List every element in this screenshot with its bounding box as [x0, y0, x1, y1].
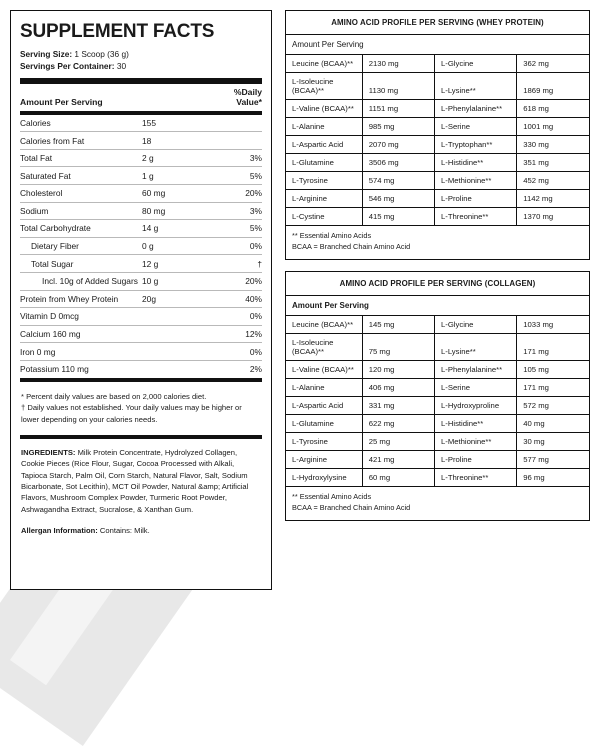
collagen-amino-acid-value-left: 145 mg	[362, 316, 434, 334]
supplement-facts-panel	[10, 10, 272, 590]
whey-amino-acid-value-right: 452 mg	[517, 172, 589, 190]
nutrient-name: Total Sugar	[20, 255, 142, 273]
whey-amino-acid-value-right: 618 mg	[517, 100, 589, 118]
nutrient-name: Sodium	[20, 202, 142, 220]
page-title: SUPPLEMENT FACTS	[20, 21, 215, 42]
whey-amino-acid-value-left: 546 mg	[362, 190, 434, 208]
nutrient-amount	[142, 308, 220, 326]
nutrition-header-table	[20, 84, 262, 111]
whey-amino-acid-name-left: L-Tyrosine	[286, 172, 362, 190]
nutrient-name: Calcium 160 mg	[20, 325, 142, 343]
table-row	[20, 149, 262, 167]
collagen-amino-acid-panel	[285, 271, 590, 521]
whey-amino-acid-name-right: L-Tryptophan**	[434, 136, 516, 154]
whey-amino-acid-value-left: 1151 mg	[362, 100, 434, 118]
collagen-amino-acid-value-right: 105 mg	[517, 360, 589, 378]
nutrient-amount: 1 g	[142, 167, 220, 185]
nutrient-amount	[142, 343, 220, 361]
whey-amino-acid-name-right: L-Threonine**	[434, 208, 516, 226]
table-row	[286, 432, 589, 450]
whey-amount-per-serving-header: Amount Per Serving	[286, 35, 589, 55]
whey-amino-acid-value-right: 351 mg	[517, 154, 589, 172]
table-row	[286, 450, 589, 468]
whey-amino-acid-value-left: 2130 mg	[362, 55, 434, 73]
nutrient-amount: 14 g	[142, 220, 220, 238]
nutrient-amount: 2 g	[142, 149, 220, 167]
collagen-amino-acid-name-left: L-Alanine	[286, 378, 362, 396]
table-row	[20, 272, 262, 290]
panel-spacer	[20, 545, 262, 589]
nutrient-amount: 10 g	[142, 272, 220, 290]
collagen-amino-acid-value-right: 30 mg	[517, 432, 589, 450]
table-row	[286, 118, 589, 136]
servings-per-container-value: 30	[116, 61, 127, 72]
whey-amino-acid-value-right: 362 mg	[517, 55, 589, 73]
column-header-amount: Amount Per Serving	[20, 97, 103, 108]
nutrient-daily-value: 40%	[220, 290, 262, 308]
collagen-amino-acid-value-left: 622 mg	[362, 414, 434, 432]
nutrient-daily-value: 12%	[220, 325, 262, 343]
nutrient-daily-value: 5%	[220, 220, 262, 238]
collagen-amino-acid-name-left: L-Isoleucine (BCAA)**	[286, 333, 362, 360]
table-row	[286, 172, 589, 190]
nutrient-daily-value: 20%	[220, 272, 262, 290]
whey-amino-acid-name-left: L-Arginine	[286, 190, 362, 208]
allergen-text: Contains: Milk.	[99, 526, 150, 536]
serving-size-label: Serving Size:	[20, 49, 73, 59]
whey-footnote-line-1: ** Essential Amino Acids	[292, 231, 372, 240]
nutrient-amount: 12 g	[142, 255, 220, 273]
serving-size-value: 1 Scoop (36 g)	[74, 49, 129, 59]
collagen-amino-acid-value-right: 572 mg	[517, 396, 589, 414]
nutrient-name: Saturated Fat	[20, 167, 142, 185]
collagen-amino-acid-name-left: L-Tyrosine	[286, 432, 362, 450]
table-row	[286, 414, 589, 432]
nutrient-name: Protein from Whey Protein	[20, 290, 142, 308]
whey-amino-acid-name-right: L-Proline	[434, 190, 516, 208]
nutrient-name: Total Fat	[20, 149, 142, 167]
nutrient-daily-value: 2%	[249, 364, 262, 375]
collagen-footnote-line-2: BCAA = Branched Chain Amino Acid	[292, 502, 411, 512]
nutrient-amount: 60 mg	[142, 185, 220, 203]
whey-amino-acid-name-right: L-Phenylalanine**	[434, 100, 516, 118]
collagen-amino-acid-name-right: L-Hydroxyproline	[434, 396, 516, 414]
nutrient-daily-value: 20%	[220, 185, 262, 203]
nutrient-name: Dietary Fiber	[20, 237, 142, 255]
amino-acid-column	[285, 10, 590, 590]
allergen-line	[21, 525, 261, 536]
nutrition-header-row	[20, 84, 262, 111]
servings-per-container-label: Servings Per Container:	[20, 61, 115, 72]
whey-amino-acid-name-right: L-Histidine**	[434, 154, 516, 172]
whey-amino-acid-value-right: 1142 mg	[517, 190, 589, 208]
whey-amino-acid-name-right: L-Lysine**	[434, 73, 516, 100]
table-row	[20, 308, 262, 326]
whey-amino-acid-value-right: 330 mg	[517, 136, 589, 154]
whey-amino-acid-value-right: 1001 mg	[517, 118, 589, 136]
nutrient-daily-value	[220, 132, 262, 150]
collagen-amino-acid-value-left: 60 mg	[362, 468, 434, 486]
ingredients-text-line	[21, 447, 261, 515]
table-row	[286, 316, 589, 334]
collagen-amino-acid-name-right: L-Proline	[434, 450, 516, 468]
nutrient-daily-value: 5%	[220, 167, 262, 185]
whey-amino-acid-value-left: 985 mg	[362, 118, 434, 136]
collagen-amino-acid-value-left: 25 mg	[362, 432, 434, 450]
collagen-amino-acid-name-left: L-Hydroxylysine	[286, 468, 362, 486]
nutrient-amount: 18	[142, 132, 220, 150]
whey-amino-acid-value-left: 3506 mg	[362, 154, 434, 172]
table-row	[286, 333, 589, 360]
whey-amino-acid-name-right: L-Serine	[434, 118, 516, 136]
whey-amino-acid-name-left: L-Valine (BCAA)**	[286, 100, 362, 118]
whey-amino-acid-value-left: 574 mg	[362, 172, 434, 190]
table-row	[286, 208, 589, 226]
collagen-amount-per-serving-header: Amount Per Serving	[286, 296, 589, 316]
whey-amino-acid-value-right: 1370 mg	[523, 212, 554, 221]
serving-size-line	[20, 48, 262, 60]
table-row	[20, 185, 262, 203]
nutrient-name: Incl. 10g of Added Sugars	[20, 272, 142, 290]
nutrient-daily-value: 0%	[220, 237, 262, 255]
footnote-line-2: † Daily values not established. Your daily values may be higher or lower depending on your calories needs.	[21, 403, 242, 425]
allergen-label: Allergan Information:	[21, 526, 98, 536]
collagen-amino-acid-value-left: 406 mg	[362, 378, 434, 396]
nutrient-amount	[142, 325, 220, 343]
collagen-table-title: AMINO ACID PROFILE PER SERVING (COLLAGEN)	[286, 272, 589, 296]
whey-amino-acid-name-left: L-Aspartic Acid	[286, 136, 362, 154]
table-row	[286, 136, 589, 154]
servings-per-container-line	[20, 60, 262, 72]
collagen-amino-acid-name-left: L-Arginine	[286, 450, 362, 468]
collagen-amino-acid-name-left: Leucine (BCAA)**	[286, 316, 362, 334]
footnote-line-1: * Percent daily values are based on 2,000 calories diet.	[21, 391, 207, 401]
ingredients-label: INGREDIENTS:	[21, 447, 76, 457]
nutrient-daily-value: 3%	[220, 149, 262, 167]
collagen-amino-acid-name-right: L-Methionine**	[434, 432, 516, 450]
collagen-amino-acid-name-right: L-Serine	[434, 378, 516, 396]
whey-amino-acid-name-left: Leucine (BCAA)**	[286, 55, 362, 73]
nutrient-daily-value: 0%	[220, 343, 262, 361]
whey-amino-acid-panel	[285, 10, 590, 260]
table-row	[286, 468, 589, 486]
nutrient-name: Iron 0 mg	[20, 343, 142, 361]
collagen-amino-acid-value-right: 40 mg	[517, 414, 589, 432]
table-row	[20, 237, 262, 255]
table-row	[20, 325, 262, 343]
table-row	[286, 396, 589, 414]
nutrient-amount: 20g	[142, 290, 220, 308]
whey-amino-acid-name-left: L-Glutamine	[286, 154, 362, 172]
whey-amino-acid-table	[286, 55, 589, 225]
table-row	[20, 255, 262, 273]
table-row	[20, 290, 262, 308]
nutrient-amount	[142, 360, 220, 377]
column-header-daily-value: %Daily Value*	[233, 87, 262, 108]
table-row	[286, 100, 589, 118]
table-row	[286, 55, 589, 73]
collagen-amino-acid-table	[286, 316, 589, 486]
whey-amino-acid-name-left: L-Alanine	[286, 118, 362, 136]
table-row	[286, 190, 589, 208]
whey-amino-acid-value-left: 2070 mg	[362, 136, 434, 154]
nutrient-amount: 155	[142, 115, 220, 132]
table-row	[20, 132, 262, 150]
nutrient-amount: 80 mg	[142, 202, 220, 220]
collagen-amino-acid-value-left: 421 mg	[362, 450, 434, 468]
whey-amino-acid-value-left: 415 mg	[362, 208, 434, 226]
collagen-amino-acid-value-left: 120 mg	[362, 360, 434, 378]
ingredients-block	[20, 439, 262, 545]
whey-footnote-line-2: BCAA = Branched Chain Amino Acid	[292, 241, 411, 251]
collagen-amino-acid-name-right: L-Threonine**	[434, 468, 516, 486]
whey-table-title: AMINO ACID PROFILE PER SERVING (WHEY PROTEIN)	[286, 11, 589, 35]
collagen-amino-acid-value-left: 331 mg	[362, 396, 434, 414]
nutrient-name: Calories	[20, 115, 142, 132]
collagen-amino-acid-value-right: 171 mg	[517, 333, 589, 360]
table-row	[20, 202, 262, 220]
whey-table-footnote	[286, 225, 589, 259]
whey-amino-acid-value-right: 1869 mg	[517, 73, 589, 100]
nutrient-amount: 0 g	[142, 237, 220, 255]
nutrient-daily-value: 3%	[220, 202, 262, 220]
nutrient-daily-value	[220, 115, 262, 132]
table-row	[20, 343, 262, 361]
collagen-amino-acid-value-right: 96 mg	[523, 472, 545, 482]
collagen-amino-acid-name-left: L-Valine (BCAA)**	[286, 360, 362, 378]
table-row	[20, 220, 262, 238]
collagen-amino-acid-value-right: 1033 mg	[517, 316, 589, 334]
whey-amino-acid-value-left: 1130 mg	[362, 73, 434, 100]
collagen-amino-acid-name-right: L-Phenylalanine**	[434, 360, 516, 378]
whey-amino-acid-name-right: L-Glycine	[434, 55, 516, 73]
collagen-amino-acid-name-left: L-Aspartic Acid	[286, 396, 362, 414]
whey-amino-acid-name-left: L-Isoleucine (BCAA)**	[286, 73, 362, 100]
collagen-amino-acid-value-right: 171 mg	[517, 378, 589, 396]
collagen-amino-acid-value-left: 75 mg	[362, 333, 434, 360]
whey-amino-acid-name-left: L-Cystine	[286, 208, 362, 226]
collagen-amino-acid-name-right: L-Lysine**	[434, 333, 516, 360]
nutrient-name: Cholesterol	[20, 185, 142, 203]
table-row	[286, 73, 589, 100]
nutrient-name: Total Carbohydrate	[20, 220, 142, 238]
table-row	[286, 360, 589, 378]
collagen-amino-acid-name-left: L-Glutamine	[286, 414, 362, 432]
table-row	[286, 154, 589, 172]
collagen-table-footnote	[286, 486, 589, 520]
nutrient-name: Potassium 110 mg	[20, 364, 89, 375]
nutrient-daily-value: †	[220, 255, 262, 273]
collagen-amino-acid-value-right: 577 mg	[517, 450, 589, 468]
nutrition-table	[20, 115, 262, 378]
nutrient-name: Vitamin D 0mcg	[20, 308, 142, 326]
whey-amino-acid-name-right: L-Methionine**	[434, 172, 516, 190]
table-row	[20, 360, 262, 377]
table-row	[286, 378, 589, 396]
collagen-amino-acid-name-right: L-Histidine**	[434, 414, 516, 432]
daily-value-footnote	[20, 382, 262, 435]
collagen-footnote-line-1: ** Essential Amino Acids	[292, 491, 372, 501]
nutrient-name: Calories from Fat	[20, 132, 142, 150]
table-row	[20, 167, 262, 185]
table-row	[20, 115, 262, 132]
ingredients-text: Milk Protein Concentrate, Hydrolyzed Collagen, Cookie Pieces (Rice Flour, Sugar, Cocoa Processed with Alkali, Tapioca Starch, Palm Oil, Corn Starch, Natural Flavor, Salt, Sodium Bicarbonate, Sot Lecithin), MCT Oil Powder, Natural &amp; Artificial Flavors, Mushroom Complex Powder, Turmeric Root Powder, Ashwagandha Extract, Sucralose, & Xanthan Gum.	[21, 447, 249, 514]
collagen-amino-acid-name-right: L-Glycine	[434, 316, 516, 334]
nutrient-daily-value: 0%	[220, 308, 262, 326]
